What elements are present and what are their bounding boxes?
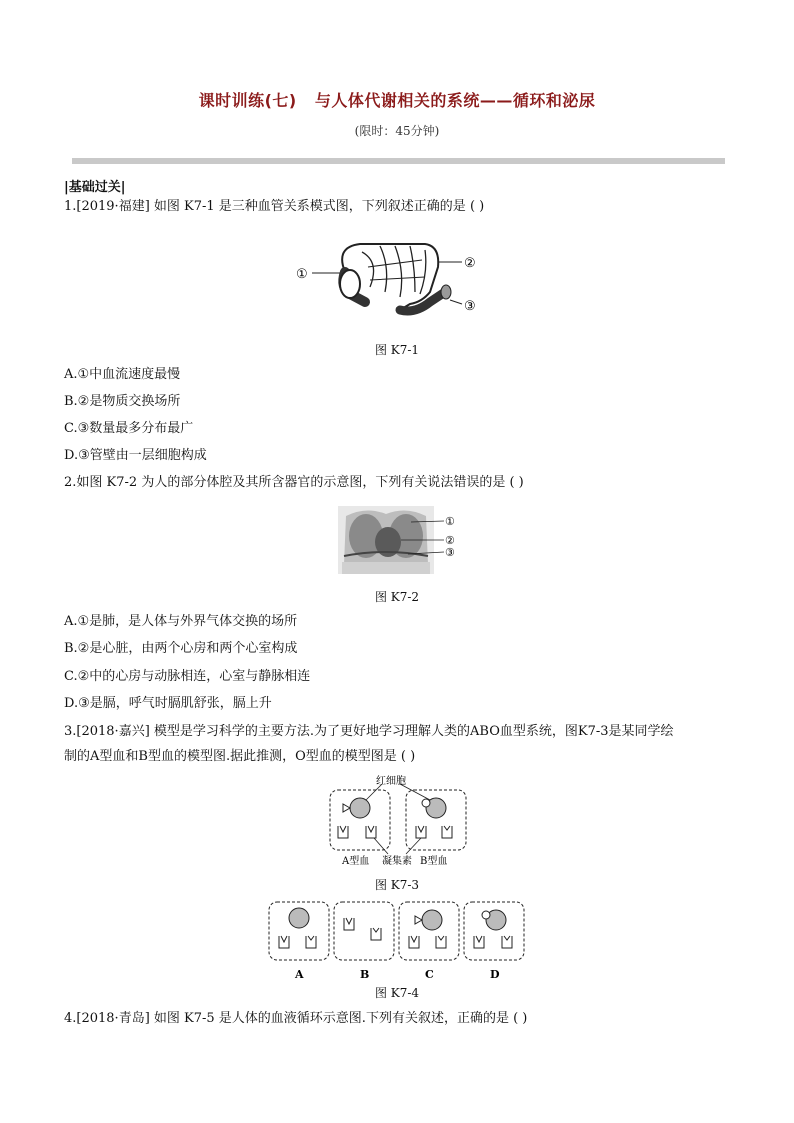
figure-k7-2 xyxy=(336,504,462,576)
q2-stem: 2.如图 K7-2 为人的部分体腔及其所含器官的示意图，下列有关说法错误的是 ( ) xyxy=(64,475,524,490)
time-limit: (限时：45分钟) xyxy=(354,124,440,138)
figure-k7-1 xyxy=(290,232,510,327)
q1-label-2: ② xyxy=(464,256,476,271)
fig4-option-d: D xyxy=(490,968,500,981)
figure-k7-3 xyxy=(326,772,476,872)
fig3-rbc-label: 红细胞 xyxy=(376,776,406,787)
fig3-type-a-label: A型血 xyxy=(342,856,370,867)
q1-option-c: C.③数量最多分布最广 xyxy=(64,421,194,436)
q2-label-1: ① xyxy=(445,515,455,528)
q2-label-3: ③ xyxy=(445,546,455,559)
fig3-type-b-label: B型血 xyxy=(420,856,448,867)
q2-option-a: A.①是肺，是人体与外界气体交换的场所 xyxy=(64,614,298,629)
q1-option-b: B.②是物质交换场所 xyxy=(64,394,181,409)
q2-option-b: B.②是心脏，由两个心房和两个心室构成 xyxy=(64,641,298,656)
caption-k7-1: 图 K7-1 xyxy=(374,343,420,357)
divider xyxy=(72,158,725,164)
figure-k7-4 xyxy=(266,898,528,984)
fig3-agglutinin-label: 凝集素 xyxy=(382,856,412,867)
page-title: 课时训练(七) 与人体代谢相关的系统——循环和泌尿 xyxy=(198,91,596,110)
q3-stem-line2: 制的A型血和B型血的模型图.据此推测，O型血的模型图是 ( ) xyxy=(64,749,416,764)
q2-option-c: C.②中的心房与动脉相连，心室与静脉相连 xyxy=(64,669,311,684)
fig4-option-c: C xyxy=(425,968,434,981)
q1-label-1: ① xyxy=(296,267,308,282)
fig4-option-a: A xyxy=(295,968,304,981)
q1-option-a: A.①中血流速度最慢 xyxy=(64,367,181,382)
q2-option-d: D.③是膈，呼气时膈肌舒张，膈上升 xyxy=(64,696,272,711)
q1-option-d: D.③管壁由一层细胞构成 xyxy=(64,448,207,463)
q1-label-3: ③ xyxy=(464,299,476,314)
caption-k7-4: 图 K7-4 xyxy=(374,986,420,1000)
q4-stem: 4.[2018·青岛] 如图 K7-5 是人体的血液循环示意图.下列有关叙述，正确的是 ( ) xyxy=(64,1011,528,1026)
caption-k7-2: 图 K7-2 xyxy=(374,590,420,604)
q2-label-2: ② xyxy=(445,534,455,547)
section-heading: |基础过关| xyxy=(64,180,126,195)
q3-stem-line1: 3.[2018·嘉兴] 模型是学习科学的主要方法.为了更好地学习理解人类的ABO血型系统，图K7-3是某同学绘 xyxy=(64,724,674,739)
caption-k7-3: 图 K7-3 xyxy=(374,878,420,892)
fig4-option-b: B xyxy=(360,968,370,981)
q1-stem: 1.[2019·福建] 如图 K7-1 是三种血管关系模式图，下列叙述正确的是 ( ) xyxy=(64,199,485,214)
